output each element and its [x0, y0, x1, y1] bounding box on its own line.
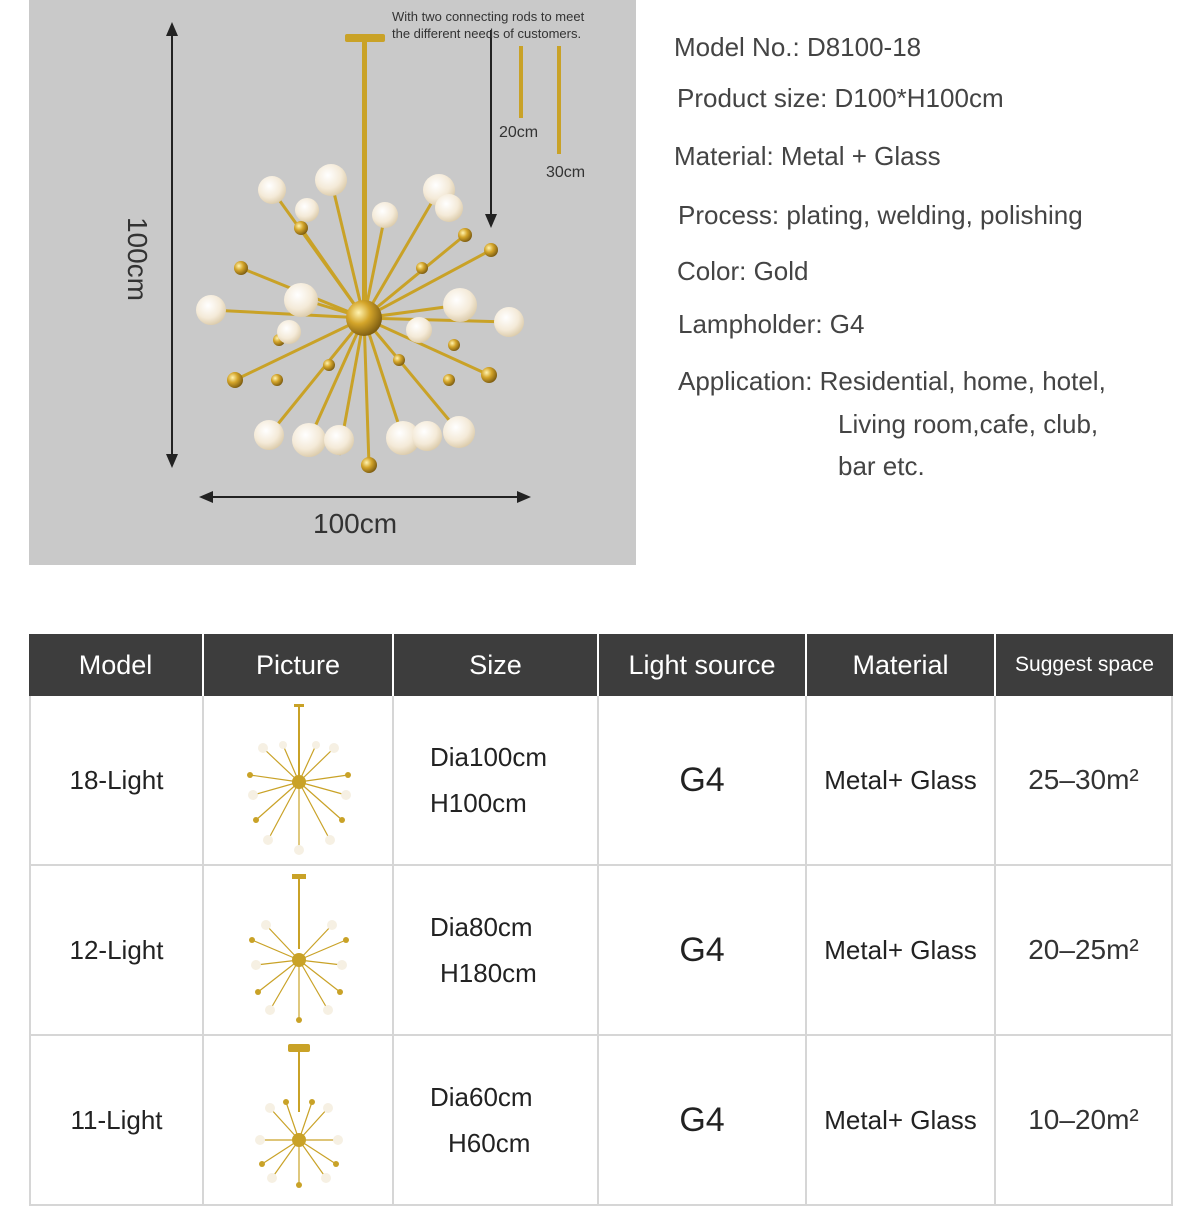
cell-size [394, 696, 599, 864]
header-material: Material [807, 634, 996, 696]
rod-note-line2: the different needs of customers. [392, 26, 582, 41]
cell-model: 12-Light [29, 866, 204, 1034]
height-dimension-label: 100cm [122, 216, 153, 302]
cell-material: Metal+ Glass [807, 696, 996, 864]
cell-light-source: G4 [599, 1036, 807, 1204]
rod-20cm [519, 46, 523, 118]
table-row [29, 866, 1173, 1036]
cell-light-source: G4 [599, 696, 807, 864]
spec-process: Process: plating, welding, polishing [678, 200, 1083, 230]
header-light-source: Light source [599, 634, 807, 696]
cell-material: Metal+ Glass [807, 866, 996, 1034]
header-model: Model [29, 634, 204, 696]
chandelier-18-thumbnail [238, 700, 358, 860]
size-diameter: Dia80cm [430, 912, 533, 942]
spec-material: Material: Metal + Glass [674, 141, 941, 171]
cell-model: 11-Light [29, 1036, 204, 1204]
spec-size: Product size: D100*H100cm [677, 83, 1004, 113]
size-diameter: Dia60cm [430, 1082, 533, 1112]
header-suggest-space: Suggest space [1015, 653, 1154, 676]
header-picture: Picture [204, 634, 394, 696]
size-height: H100cm [430, 788, 527, 818]
cell-light-source: G4 [599, 866, 807, 1034]
table-header [29, 634, 1173, 696]
spec-application-line3: bar etc. [838, 451, 925, 481]
size-height: H180cm [440, 958, 537, 988]
spec-color: Color: Gold [677, 256, 809, 286]
cell-suggest-space: 10–20m² [996, 1036, 1173, 1204]
cell-material: Metal+ Glass [807, 1036, 996, 1204]
width-dimension-label: 100cm [313, 508, 398, 539]
rod-30cm [557, 46, 561, 154]
cell-picture [204, 696, 394, 864]
chandelier-12-thumbnail [238, 870, 358, 1030]
product-image-panel [29, 0, 636, 565]
spec-model: Model No.: D8100-18 [674, 32, 922, 62]
size-diameter: Dia100cm [430, 742, 548, 772]
cell-suggest-space: 25–30m² [996, 696, 1173, 864]
cell-picture [204, 866, 394, 1034]
rod-long-label: 30cm [546, 164, 586, 181]
spec-application-line2: Living room,cafe, club, [838, 409, 1099, 439]
rod-short-label: 20cm [499, 124, 539, 141]
rod-note [392, 8, 632, 42]
table-row [29, 1036, 1173, 1206]
header-size: Size [394, 634, 599, 696]
cell-suggest-space: 20–25m² [996, 866, 1173, 1034]
cell-picture [204, 1036, 394, 1204]
model-comparison-table [29, 634, 1173, 1206]
cell-size [394, 866, 599, 1034]
spec-application: Application: Residential, home, hotel, [678, 366, 1106, 396]
rod-note-line1: With two connecting rods to meet [392, 9, 585, 24]
cell-size [394, 1036, 599, 1204]
size-height: H60cm [448, 1128, 531, 1158]
cell-model: 18-Light [29, 696, 204, 864]
chandelier-11-thumbnail [238, 1040, 358, 1200]
spec-lampholder: Lampholder: G4 [678, 309, 865, 339]
table-row [29, 696, 1173, 866]
